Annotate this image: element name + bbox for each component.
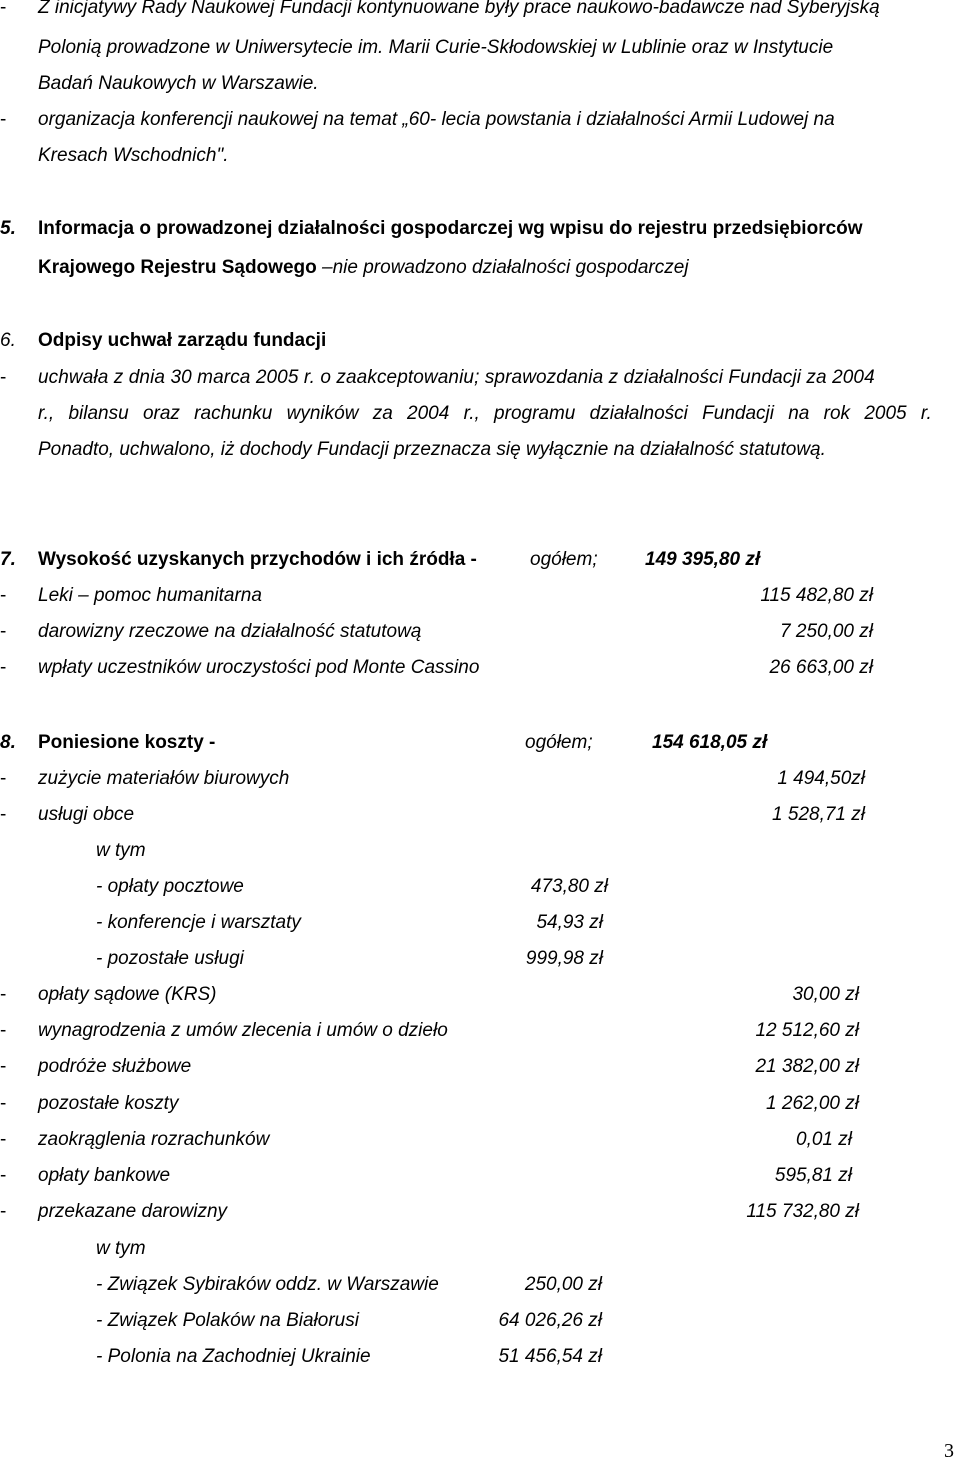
list-item-value: 0,01 zł xyxy=(796,1129,852,1150)
total-value: 149 395,80 zł xyxy=(645,549,761,570)
sub-item-label: - pozostałe usługi xyxy=(96,948,244,969)
sub-item-label: - Polonia na Zachodniej Ukrainie xyxy=(96,1346,371,1367)
paragraph-line: Polonią prowadzone w Uniwersytecie im. Marii Curie-Skłodowskiej w Lublinie oraz w Instytucie xyxy=(38,37,834,58)
sub-item-value: 999,98 zł xyxy=(525,948,603,969)
list-item-label: pozostałe koszty xyxy=(38,1093,179,1114)
list-item-label: podróże służbowe xyxy=(38,1056,192,1077)
section-number: 7. xyxy=(0,549,16,570)
paragraph-line: organizacja konferencji naukowej na temat „60- lecia powstania i działalności Armii Ludowej na xyxy=(38,109,835,130)
bullet-dash: - xyxy=(0,109,7,130)
subheading: w tym xyxy=(96,840,146,861)
bullet-dash: - xyxy=(0,1020,7,1041)
list-item-label: przekazane darowizny xyxy=(38,1201,228,1222)
list-item-label: opłaty sądowe (KRS) xyxy=(38,984,217,1005)
list-item-label: zużycie materiałów biurowych xyxy=(38,768,290,789)
bullet-dash: - xyxy=(0,0,7,18)
total-label: ogółem; xyxy=(525,732,593,753)
list-item-label: opłaty bankowe xyxy=(38,1165,171,1186)
list-item-label: Leki – pomoc humanitarna xyxy=(38,585,262,606)
list-item-label: darowizny rzeczowe na działalność statutową xyxy=(38,621,422,642)
section-number: 8. xyxy=(0,732,16,753)
list-item-value: 1 262,00 zł xyxy=(766,1093,859,1114)
total-label: ogółem; xyxy=(530,549,598,570)
bullet-dash: - xyxy=(0,367,7,388)
section-title: Poniesione koszty - xyxy=(38,732,216,753)
paragraph-line: uchwała z dnia 30 marca 2005 r. o zaakceptowaniu; sprawozdania z działalności Fundacji za 2004 xyxy=(38,367,875,388)
list-item-value: 21 382,00 zł xyxy=(755,1056,859,1077)
section-note: –nie prowadzono działalności gospodarczej xyxy=(322,257,689,278)
list-item-value: 26 663,00 zł xyxy=(769,657,873,678)
bullet-dash: - xyxy=(0,768,7,789)
paragraph-line: Ponadto, uchwalono, iż dochody Fundacji przeznacza się wyłącznie na działalność statutową. xyxy=(38,439,826,460)
list-item-value: 595,81 zł xyxy=(774,1165,852,1186)
section-title-line2 xyxy=(38,256,689,280)
bullet-dash: - xyxy=(0,1129,7,1150)
list-item-value: 7 250,00 zł xyxy=(780,621,873,642)
sub-item-label: - opłaty pocztowe xyxy=(96,876,244,897)
subheading: w tym xyxy=(96,1238,146,1259)
list-item-value: 1 494,50zł xyxy=(777,768,865,789)
list-item-value: 12 512,60 zł xyxy=(755,1020,859,1041)
section-number: 6. xyxy=(0,330,16,351)
list-item-label: zaokrąglenia rozrachunków xyxy=(38,1129,270,1150)
section-title-bold: Krajowego Rejestru Sądowego xyxy=(38,257,317,278)
list-item-value: 30,00 zł xyxy=(792,984,859,1005)
bullet-dash: - xyxy=(0,804,7,825)
bullet-dash: - xyxy=(0,1056,7,1077)
list-item-label: wpłaty uczestników uroczystości pod Monte Cassino xyxy=(38,657,480,678)
sub-item-label: - Związek Polaków na Białorusi xyxy=(96,1310,359,1331)
sub-item-value: 51 456,54 zł xyxy=(498,1346,602,1367)
list-item-label: wynagrodzenia z umów zlecenia i umów o dzieło xyxy=(38,1020,448,1041)
list-item-value: 1 528,71 zł xyxy=(772,804,865,825)
sub-item-label: - konferencje i warsztaty xyxy=(96,912,301,933)
section-number: 5. xyxy=(0,218,16,239)
bullet-dash: - xyxy=(0,585,7,606)
paragraph-line: Z inicjatywy Rady Naukowej Fundacji kontynuowane były prace naukowo-badawcze nad Syberyjską xyxy=(38,0,880,18)
list-item-value: 115 732,80 zł xyxy=(746,1201,859,1222)
total-value: 154 618,05 zł xyxy=(652,732,768,753)
sub-item-value: 473,80 zł xyxy=(530,876,608,897)
bullet-dash: - xyxy=(0,621,7,642)
bullet-dash: - xyxy=(0,1165,7,1186)
sub-item-label: - Związek Sybiraków oddz. w Warszawie xyxy=(96,1274,439,1295)
section-title: Odpisy uchwał zarządu fundacji xyxy=(38,330,327,351)
paragraph-line: r., bilansu oraz rachunku wyników za 2004 r., programu działalności Fundacji na rok 2005 r. xyxy=(38,403,932,424)
bullet-dash: - xyxy=(0,984,7,1005)
section-title: Informacja o prowadzonej działalności gospodarczej wg wpisu do rejestru przedsiębiorców xyxy=(38,218,863,239)
bullet-dash: - xyxy=(0,657,7,678)
sub-item-value: 54,93 zł xyxy=(536,912,603,933)
section-title: Wysokość uzyskanych przychodów i ich źródła - xyxy=(38,549,477,570)
paragraph-line: Badań Naukowych w Warszawie. xyxy=(38,73,319,94)
list-item-label: usługi obce xyxy=(38,804,135,825)
sub-item-value: 250,00 zł xyxy=(524,1274,602,1295)
bullet-dash: - xyxy=(0,1201,7,1222)
paragraph-line: Kresach Wschodnich". xyxy=(38,145,229,166)
bullet-dash: - xyxy=(0,1093,7,1114)
sub-item-value: 64 026,26 zł xyxy=(498,1310,602,1331)
page-number: 3 xyxy=(944,1440,954,1462)
list-item-value: 115 482,80 zł xyxy=(760,585,873,606)
